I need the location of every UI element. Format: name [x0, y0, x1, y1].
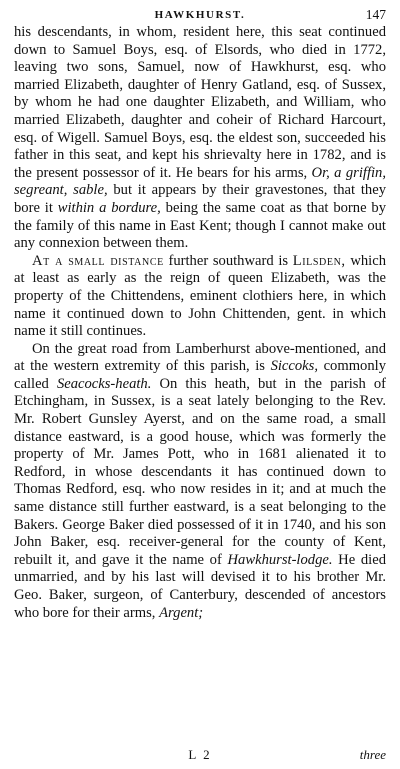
text-run: He died unmarried, and by his last will devised it to his brother Mr. Geo. Baker, surgeon, of Canterbury, descended of ancestors who bore for their arms,	[14, 551, 386, 621]
text-run: but it appears by their gravestones, that they bore it	[14, 182, 386, 216]
italic-run: Siccoks,	[270, 358, 318, 375]
small-caps-run: Lilsden,	[292, 252, 346, 269]
paragraph-lilsden	[14, 253, 386, 341]
page-header	[14, 7, 386, 25]
text-run: On the great road from Lamberhurst above-mentioned, and at the western extremity of this parish, is	[14, 340, 386, 375]
text-run: commonly called	[14, 358, 386, 392]
paragraph-siccoks	[14, 341, 386, 623]
small-caps-run: At a small distance	[32, 252, 164, 269]
italic-run: Argent;	[159, 604, 204, 621]
page-number: 147	[365, 7, 386, 22]
italic-run: Hawkhurst-lodge.	[227, 551, 333, 568]
text-run: being the same coat as that borne by the family of this name in East Kent; though I cannot make out any connexion between them.	[14, 199, 386, 252]
text-run: which at least as early as the reign of queen Elizabeth, was the property of the Chittendens, eminent clothiers here, in which name it continued down to John Chittenden, gent. in which name it still continues.	[14, 252, 386, 340]
catchword: three	[359, 747, 386, 762]
italic-run: within a bordure,	[57, 199, 161, 216]
body-text	[14, 24, 386, 622]
italic-run: Or, a griffin, segreant, sable,	[14, 164, 387, 199]
text-run: On this heath, but in the parish of Etchingham, in Sussex, is a seat lately belonging to the Rev. Mr. Robert Gunsley Ayerst, and on the same road, a small distance eastward, is a good house, which was formerly the property of Mr. James Pott, who in 1681 alienated it to Redford, in whose descendants it has continued down to Thomas Redford, esq. who now resides in it; and at much the same distance still further eastward, is a seat belonging to the Bakers. George Baker died possessed of it in 1740, and his son John Baker, esq. receiver-general for the county of Kent, rebuilt it, and gave it the name of	[14, 375, 386, 568]
text-run: his descendants, in whom, resident here, this seat continued down to Samuel Boys, esq. of Elsords, who died in 1772, leaving two sons, Samuel, now of Hawkhurst, esq. who married Elizabeth, daughter of Henry Gatland, esq. of Sussex, by whom he had one daughter Elizabeth, and William, who married Elizabeth, daughter and coheir of Richard Harcourt, esq. of Wigell. Samuel Boys, esq. the eldest son, succeeded his father in this seat, and kept his shrievalty here in 1782, and is the present possessor of it. He bears for his arms,	[14, 24, 386, 181]
running-head: HAWKHURST.	[154, 9, 246, 21]
italic-run: Seacocks-heath.	[56, 375, 152, 392]
text-run: further southward is	[163, 252, 293, 269]
page-footer	[14, 747, 386, 765]
signature-mark: L 2	[188, 747, 212, 762]
paragraph-boys	[14, 24, 386, 253]
